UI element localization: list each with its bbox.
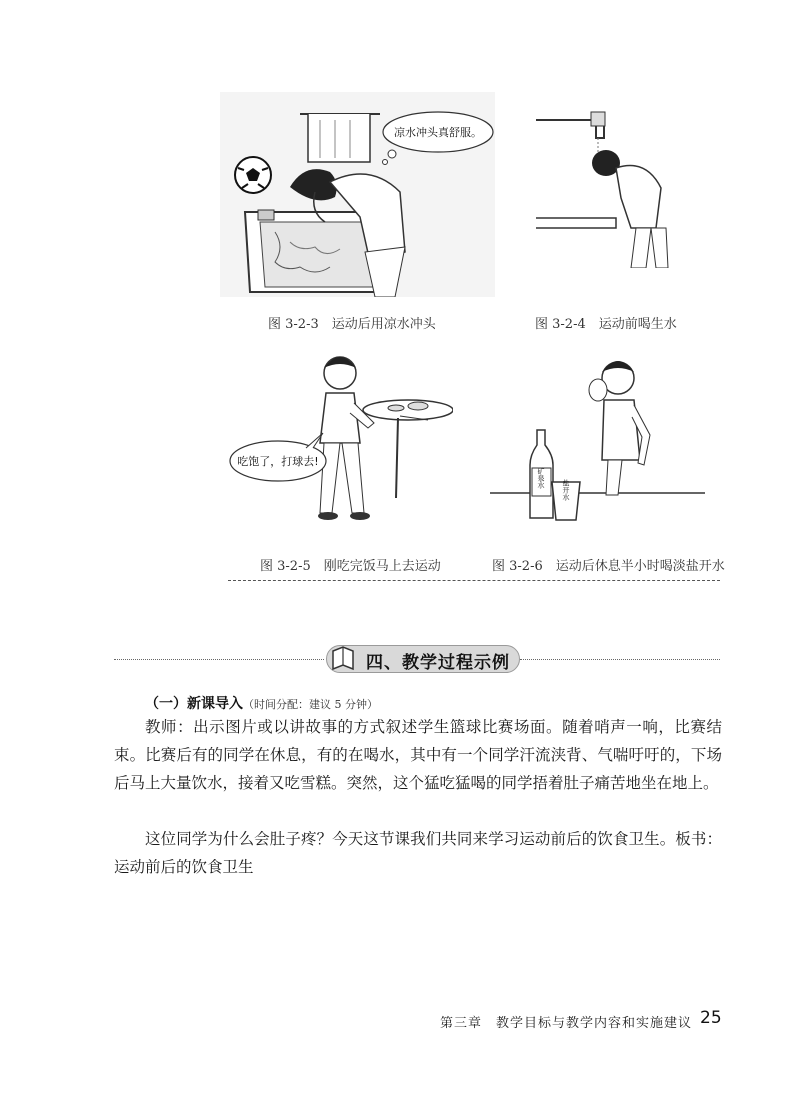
body-paragraph: 这位同学为什么会肚子疼？今天这节课我们共同来学习运动前后的饮食卫生。板书：运动前后的饮食卫生 [114, 830, 722, 876]
subsection-title: （一）新课导入 [145, 696, 243, 712]
section-rule-right [520, 659, 720, 660]
figure-3-2-6-illustration [490, 350, 705, 528]
figure-caption: 图 3-2-4 运动前喝生水 [535, 317, 677, 332]
figure-caption: 图 3-2-6 运动后休息半小时喝淡盐开水 [492, 559, 725, 574]
figure-3-2-3-illustration [220, 92, 495, 297]
figure-3-2-5-illustration [228, 348, 453, 533]
book-icon [330, 643, 356, 673]
footer-chapter: 第三章 教学目标与教学内容和实施建议 [440, 1016, 693, 1031]
section-divider [228, 580, 720, 581]
figure-3-2-4-illustration [536, 98, 671, 268]
subsection-heading [145, 693, 378, 713]
figure-caption: 图 3-2-5 刚吃完饭马上去运动 [260, 559, 441, 574]
section-title: 四、教学过程示例 [366, 653, 510, 673]
bubble-text: 凉水冲头真舒服。 [394, 126, 482, 139]
subsection-note: （时间分配：建议 5 分钟） [243, 698, 378, 711]
page-number: 25 [700, 1008, 722, 1028]
bubble-text: 吃饱了，打球去! [237, 455, 319, 468]
figure-caption: 图 3-2-3 运动后用凉水冲头 [268, 317, 436, 332]
bottle-label: 矿泉水 [537, 467, 545, 489]
body-paragraph: 教师：出示图片或以讲故事的方式叙述学生篮球比赛场面。随着哨声一响，比赛结束。比赛后有的同学在休息，有的在喝水，其中有一个同学汗流浃背、气喘吁吁的，下场后马上大量饮水，接着又吃雪糕。突然，这个猛吃猛喝的同学捂着肚子痛苦地坐在地上。 [114, 718, 722, 792]
cup-label: 盐开水 [562, 479, 570, 501]
section-rule-left [114, 659, 324, 660]
